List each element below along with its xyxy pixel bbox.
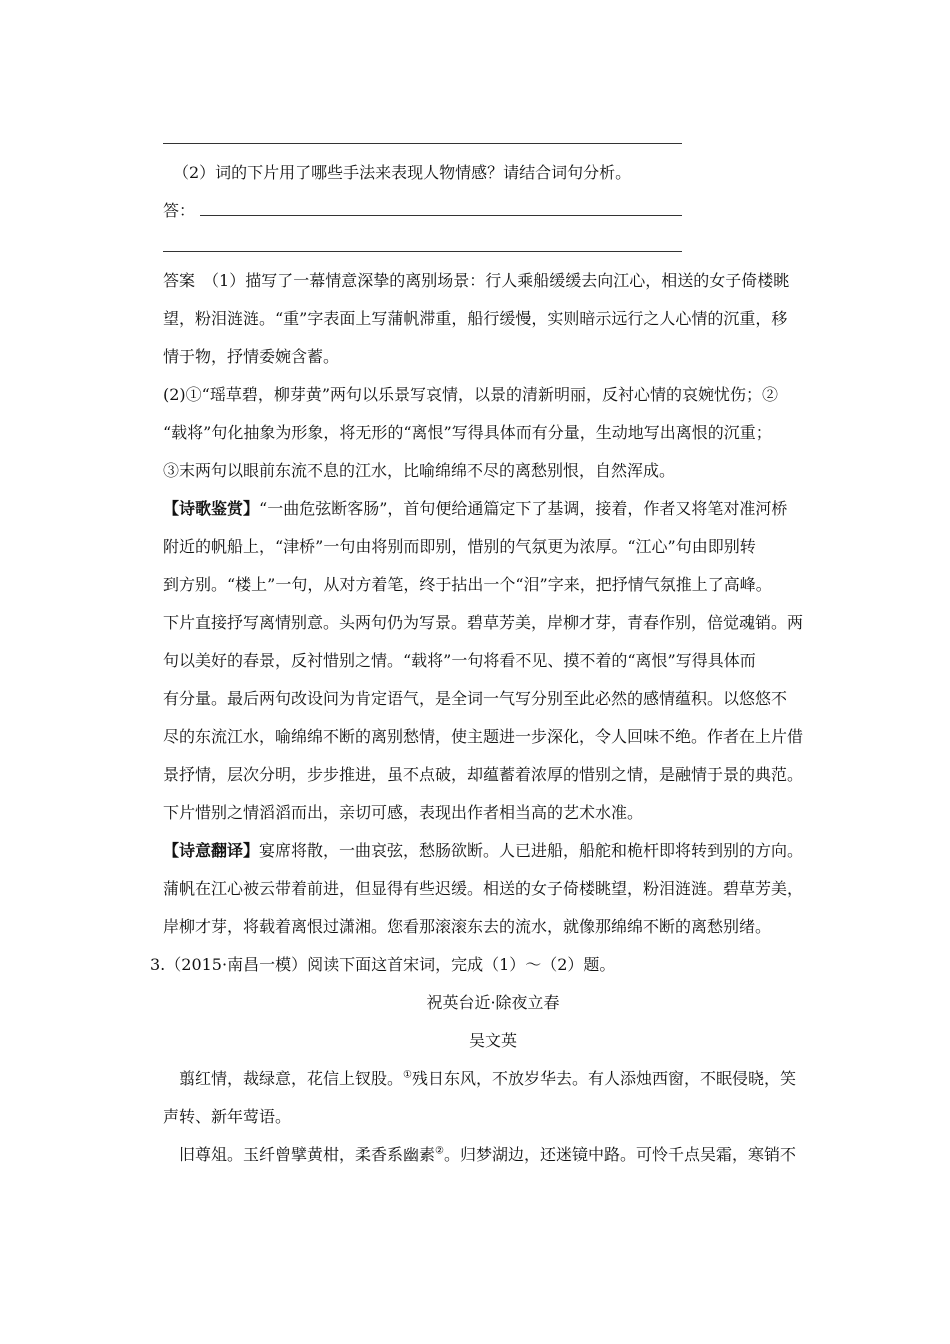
appreciation-line: 【诗歌鉴赏】“一曲危弦断客肠”，首句便给通篇定下了基调，接着，作者又将笔对准河桥 — [163, 499, 788, 518]
answer-paragraph-2-line: “载将”句化抽象为形象，将无形的“离恨”写得具体而有分量，生动地写出离恨的沉重； — [163, 423, 772, 442]
poem-line: 声转、新年莺语。 — [163, 1107, 292, 1126]
appreciation-line: 附近的帆船上，“津桥”一句由将别而即别，惜别的气氛更为浓厚。“江心”句由即别转 — [163, 537, 756, 556]
answer-heading: 答案 — [163, 271, 196, 290]
answer-paragraph-2-line: (2)①“瑶草碧，柳芽黄”两句以乐景写哀情，以景的清新明丽，反衬心情的哀婉忧伤；② — [163, 385, 779, 404]
translation-heading: 【诗意翻译】 — [163, 841, 260, 860]
answer-paragraph-1-line: 情于物，抒情委婉含蓄。 — [163, 347, 340, 366]
appreciation-line: 句以美好的春景，反衬惜别之情。“载将”一句将看不见、摸不着的“离恨”写得具体而 — [163, 651, 756, 670]
appreciation-line: 景抒情，层次分明，步步推进，虽不点破，却蕴蓄着浓厚的惜别之情，是融情于景的典范。 — [163, 765, 804, 784]
appreciation-line: 有分量。最后两句改设问为肯定语气，是全词一气写分别至此必然的感情蕴积。以悠悠不 — [163, 689, 788, 708]
footnote-marker: ② — [435, 1145, 444, 1157]
poem-author: 吴文英 — [468, 1031, 517, 1050]
appreciation-line: 尽的东流江水，喻绵绵不断的离别愁情，使主题进一步深化，令人回味不绝。作者在上片借 — [163, 727, 804, 746]
appreciation-line: 到方别。“楼上”一句，从对方着笔，终于拈出一个“泪”字来，把抒情气氛推上了高峰。 — [163, 575, 772, 594]
translation-line: 岸柳才芽，将载着离恨过潇湘。您看那滚滚东去的流水，就像那绵绵不断的离愁别绪。 — [163, 917, 772, 936]
translation-line: 蒲帆在江心被云带着前进，但显得有些迟缓。相送的女子倚楼眺望，粉泪涟涟。碧草芳美， — [163, 879, 804, 898]
question-2-prompt: （2）词的下片用了哪些手法来表现人物情感？请结合词句分析。 — [173, 163, 632, 182]
poem-line: 旧尊俎。玉纤曾擘黄柑，柔香系幽素②。归梦湖边，还迷镜中路。可怜千点吴霜，寒销不 — [179, 1145, 796, 1164]
appreciation-line: 下片直接抒写离情别意。头两句仍为写景。碧草芳美，岸柳才芽，青春作别，倍觉魂销。两 — [163, 613, 804, 632]
question-3-intro: 3.（2015·南昌一模）阅读下面这首宋词，完成（1）～（2）题。 — [150, 955, 616, 974]
appreciation-line: 下片惜别之情滔滔而出，亲切可感，表现出作者相当高的艺术水准。 — [163, 803, 644, 822]
answer-paragraph-2-line: ③末两句以眼前东流不息的江水，比喻绵绵不尽的离愁别恨，自然浑成。 — [163, 461, 676, 480]
poem-title: 祝英台近·除夜立春 — [426, 993, 560, 1012]
answer-paragraph-1-line: 答案 （1）描写了一幕情意深挚的离别场景：行人乘船缓缓去向江心，相送的女子倚楼眺 — [163, 271, 790, 290]
answer-blank-line — [200, 215, 682, 216]
translation-line: 【诗意翻译】宴席将散，一曲哀弦，愁肠欲断。人已进船，船舵和桅杆即将转到别的方向。 — [163, 841, 804, 860]
footnote-marker: ① — [403, 1069, 412, 1081]
answer-label: 答： — [163, 201, 196, 220]
answer-paragraph-1-line: 望，粉泪涟涟。“重”字表面上写蒲帆滞重，船行缓慢，实则暗示远行之人心情的沉重，移 — [163, 309, 788, 328]
answer-blank-line — [163, 251, 682, 252]
appreciation-heading: 【诗歌鉴赏】 — [163, 499, 260, 518]
answer-blank-line — [163, 143, 682, 144]
poem-line: 翦红情，裁绿意，花信上钗股。①残日东风，不放岁华去。有人添烛西窗，不眠侵晓，笑 — [179, 1069, 796, 1088]
